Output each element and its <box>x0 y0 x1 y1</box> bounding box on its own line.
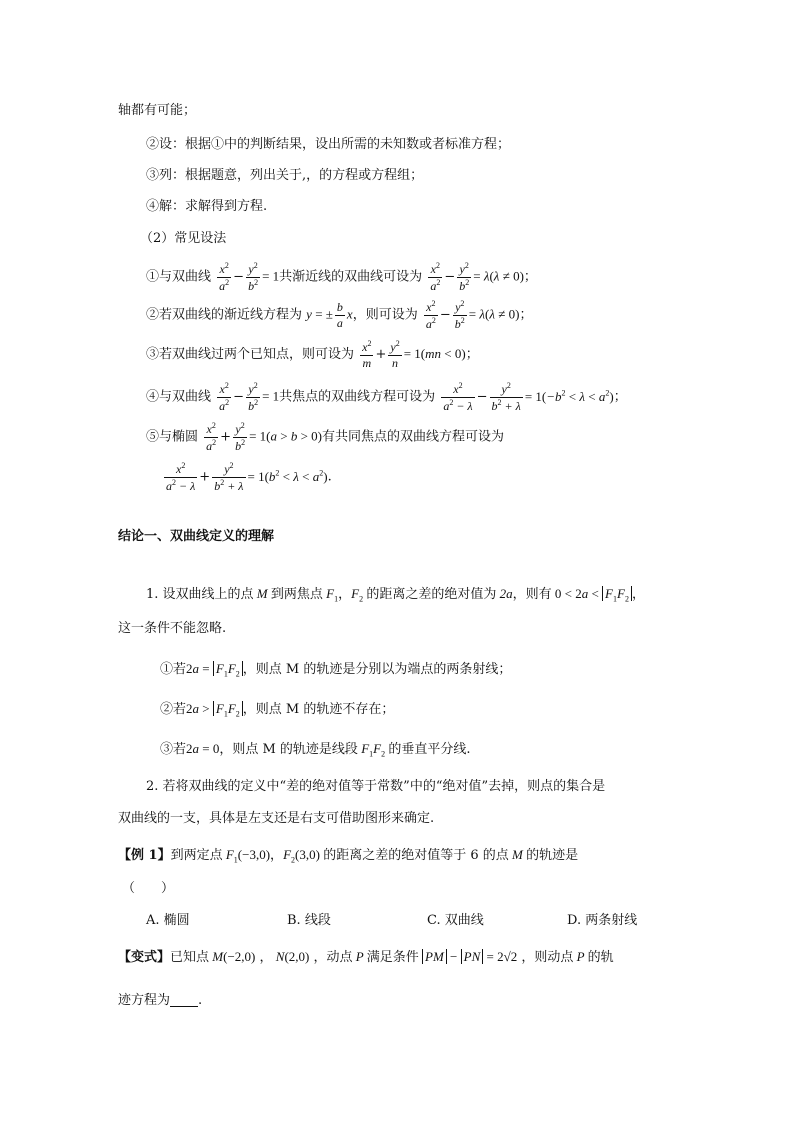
text-line: 这一条件不能忽略. <box>118 621 227 636</box>
method-5: ⑤与椭圆 $\frac{x^2}{a^2}$ + $\frac{y^2}{b^2}$ = 1(a > b > 0)有共同焦点的双曲线方程可设为 <box>146 421 505 453</box>
option-a: A. 椭圆 <box>146 913 190 928</box>
variant: 【变式】已知点 M(−2,0) ， N(2,0) ，动点 P 满足条件 PM − PN = 2√2 ，则动点 P 的轨 <box>118 949 614 965</box>
method-4: ④与双曲线 $\frac{x^2}{a^2}$ − $\frac{y^2}{b^2}$ = 1共焦点的双曲线方程可设为 $\frac{x^2}{a^2 - \lambda}$ − $\frac{y^2}{b^2 + \lambda}$ = $1(-b^2 < \lambda < a^2)$； <box>146 381 627 413</box>
text-line: ④解：求解得到方程. <box>146 199 268 214</box>
method-5-formula: $\frac{x^2}{a^2 - \lambda}$ + $\frac{y^2}{b^2 + \lambda}$ = $1(b^2 < \lambda < a^2)$. <box>166 461 332 493</box>
method-3: ③若双曲线过两个已知点，则可设为 $\frac{x^2}{m}$ + $\frac{y^2}{n}$ = 1(mn < 0)； <box>146 339 479 370</box>
text-line: 轴都有可能； <box>118 103 197 118</box>
method-1: ①与双曲线 $\frac{x^2}{a^2}$ − $\frac{y^2}{b^2}$ = 1共渐近线的双曲线可设为 $\frac{x^2}{a^2}$ − $\frac{y^2}{b^2}$ = λ(λ ≠ 0)； <box>146 261 537 293</box>
case-2: ②若$2a > F_1F_2$ ，则点 M 的轨迹不存在； <box>160 701 395 719</box>
option-d: D. 两条射线 <box>567 913 638 928</box>
text-line: ③列：根据题意，列出关于,，的方程或方程组； <box>146 168 424 183</box>
case-1: ①若$2a = F_1F_2$ ，则点 M 的轨迹是分别以为端点的两条射线； <box>160 661 512 679</box>
answer-blank[interactable] <box>170 994 198 1007</box>
text-line: 2. 若将双曲线的定义中“差的绝对值等于常数”中的“绝对值”去掉，则点的集合是 <box>146 779 606 794</box>
section-header: （2）常见设法 <box>140 231 227 246</box>
text-line: ②设：根据①中的判断结果，设出所需的未知数或者标准方程； <box>146 137 511 152</box>
option-c: C. 双曲线 <box>427 913 484 928</box>
method-2: ②若双曲线的渐近线方程为 y = ± $\frac{b}{a}$ x，则可设为 $\frac{x^2}{a^2}$ − $\frac{y^2}{b^2}$ = λ(λ ≠ 0)； <box>146 299 533 331</box>
conclusion-title: 结论一、双曲线定义的理解 <box>118 529 275 544</box>
option-b: B. 线段 <box>287 913 331 928</box>
example-1: 【例 1】到两定点 $F_1(-3,0)$，$F_2(3,0)$ 的距离之差的绝对值等于 6 的点 M 的轨迹是 <box>118 847 579 865</box>
variant-line2: 迹方程为 . <box>118 993 203 1008</box>
case-3: ③若2a = 0，则点 M 的轨迹是线段 $F_1F_2$ 的垂直平分线. <box>160 741 471 759</box>
text-line: 双曲线的一支，具体是左支还是右支可借助图形来确定. <box>118 811 435 826</box>
answer-paren: （ ） <box>122 881 175 896</box>
conclusion-p1: 1. 设双曲线上的点 M 到两焦点 $F_1$，$F_2$ 的距离之差的绝对值为 2a，则有 $0 < 2a < F_1F_2$ ， <box>146 586 645 604</box>
